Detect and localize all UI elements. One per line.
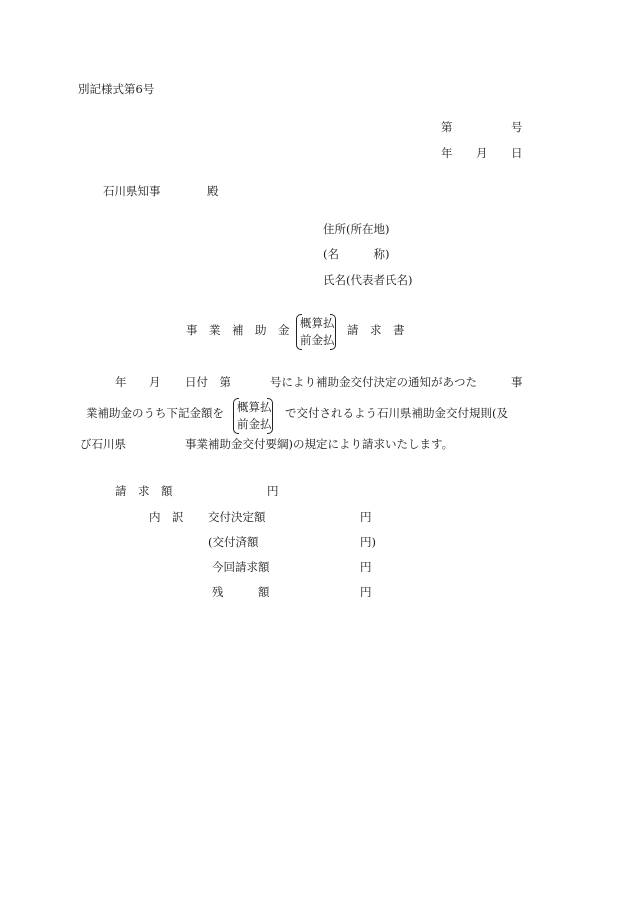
doc-number-suffix: 号 <box>511 120 523 134</box>
body-line2-end: で交付されるよう石川県補助金交付規則(及 <box>285 406 508 420</box>
addressee-honorific: 殿 <box>207 184 219 198</box>
breakdown-label: 内 訳 <box>149 510 184 524</box>
title-suffix: 請 求 書 <box>347 323 405 337</box>
date-month: 月 <box>476 146 488 160</box>
date-day: 日 <box>511 146 523 160</box>
title-payment-bracket <box>296 314 336 350</box>
body-year: 年 <box>115 375 127 389</box>
title-prefix: 事 業 補 助 金 <box>186 323 290 337</box>
date-year: 年 <box>441 146 453 160</box>
breakdown-row-label: 残 額 <box>212 585 270 599</box>
body-line1-text: 号により補助金交付決定の通知があつた <box>270 375 477 389</box>
body-line2-start: 業補助金のうち下記金額を <box>86 406 224 420</box>
body-day-ref: 日付 第 <box>185 375 231 389</box>
body-line3-end: 事業補助金交付要綱)の規定により請求いたします。 <box>185 437 454 451</box>
applicant-address: 住所(所在地) <box>323 222 390 236</box>
breakdown-row-label: 交付決定額 <box>208 510 266 524</box>
breakdown-row-yen: 円 <box>360 560 372 574</box>
doc-number-prefix: 第 <box>441 120 453 134</box>
request-amount-label: 請 求 額 <box>115 484 173 498</box>
body-month: 月 <box>149 375 161 389</box>
breakdown-row-label: (交付済額 <box>208 535 259 549</box>
breakdown-row-label: 今回請求額 <box>212 560 270 574</box>
payment-option-advance: 前金払 <box>237 417 272 431</box>
payment-option-estimated: 概算払 <box>237 400 272 414</box>
applicant-representative: 氏名(代表者氏名) <box>323 273 413 287</box>
body-line1-end: 事 <box>511 375 523 389</box>
payment-option-estimated: 概算払 <box>300 316 335 330</box>
applicant-name: (名 称) <box>323 247 390 261</box>
form-number: 別記様式第6号 <box>78 82 155 96</box>
breakdown-row-yen: 円 <box>360 510 372 524</box>
breakdown-row-yen: 円) <box>360 535 376 549</box>
payment-option-advance: 前金払 <box>300 333 335 347</box>
body-payment-bracket <box>233 398 273 434</box>
request-amount-yen: 円 <box>267 484 279 498</box>
body-line3-start: び石川県 <box>80 437 126 451</box>
breakdown-row-yen: 円 <box>360 585 372 599</box>
addressee-name: 石川県知事 <box>103 184 161 198</box>
